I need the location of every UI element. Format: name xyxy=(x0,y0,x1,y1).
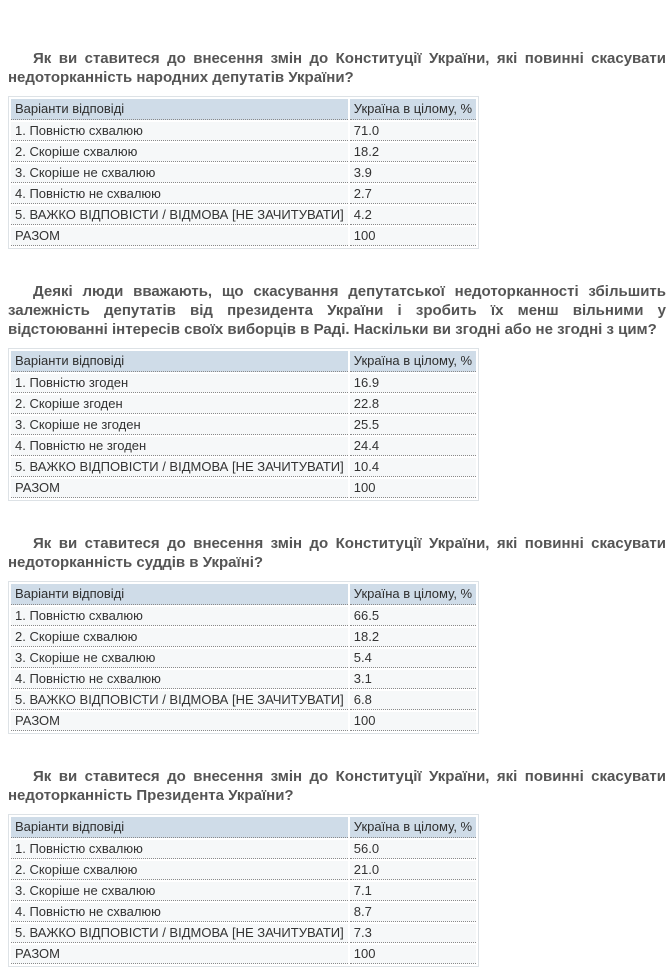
answer-option-cell: 1. Повністю схвалюю xyxy=(11,122,348,141)
percentage-cell: 4.2 xyxy=(350,206,476,225)
table-row xyxy=(11,882,476,901)
table-row xyxy=(11,164,476,183)
percentage-cell: 100 xyxy=(350,945,476,964)
answer-option-cell: 3. Скоріше не схвалюю xyxy=(11,164,348,183)
results-table xyxy=(8,96,479,249)
table-row xyxy=(11,840,476,859)
answer-option-cell: 1. Повністю згоден xyxy=(11,374,348,393)
percentage-cell: 18.2 xyxy=(350,628,476,647)
percentage-cell: 6.8 xyxy=(350,691,476,710)
table-body xyxy=(11,840,476,964)
percentage-cell: 21.0 xyxy=(350,861,476,880)
table-row xyxy=(11,185,476,204)
table-row xyxy=(11,903,476,922)
answer-options-header: Варіанти відповіді xyxy=(11,99,348,120)
table-row xyxy=(11,670,476,689)
table-row xyxy=(11,437,476,456)
answer-option-cell: 2. Скоріше схвалюю xyxy=(11,861,348,880)
table-row xyxy=(11,416,476,435)
percentage-cell: 7.1 xyxy=(350,882,476,901)
answer-option-cell: РАЗОМ xyxy=(11,227,348,246)
percentage-cell: 100 xyxy=(350,712,476,731)
table-header-row xyxy=(11,817,476,838)
table-row xyxy=(11,924,476,943)
survey-section xyxy=(8,282,666,501)
percentage-cell: 56.0 xyxy=(350,840,476,859)
table-row xyxy=(11,861,476,880)
answer-option-cell: 4. Повністю не схвалюю xyxy=(11,185,348,204)
table-body xyxy=(11,607,476,731)
percentage-cell: 100 xyxy=(350,227,476,246)
answer-option-cell: 1. Повністю схвалюю xyxy=(11,607,348,626)
percentage-cell: 24.4 xyxy=(350,437,476,456)
table-row xyxy=(11,628,476,647)
percentage-cell: 5.4 xyxy=(350,649,476,668)
answer-option-cell: 5. ВАЖКО ВІДПОВІСТИ / ВІДМОВА [НЕ ЗАЧИТУВАТИ] xyxy=(11,206,348,225)
percentage-cell: 3.9 xyxy=(350,164,476,183)
results-table xyxy=(8,814,479,967)
survey-section xyxy=(8,767,666,967)
percentage-cell: 16.9 xyxy=(350,374,476,393)
answer-option-cell: 2. Скоріше схвалюю xyxy=(11,628,348,647)
answer-options-header: Варіанти відповіді xyxy=(11,351,348,372)
percentage-cell: 3.1 xyxy=(350,670,476,689)
percentage-cell: 2.7 xyxy=(350,185,476,204)
table-row xyxy=(11,945,476,964)
percentage-cell: 71.0 xyxy=(350,122,476,141)
table-row xyxy=(11,395,476,414)
survey-section xyxy=(8,49,666,249)
percentage-cell: 25.5 xyxy=(350,416,476,435)
table-row xyxy=(11,227,476,246)
table-row xyxy=(11,607,476,626)
percentage-cell: 8.7 xyxy=(350,903,476,922)
question-text: Як ви ставитеся до внесення змін до Конституції України, які повинні скасувати недоторканність народних депутатів України? xyxy=(8,50,666,86)
answer-option-cell: 2. Скоріше згоден xyxy=(11,395,348,414)
answer-option-cell: 4. Повністю не згоден xyxy=(11,437,348,456)
answer-option-cell: 3. Скоріше не схвалюю xyxy=(11,649,348,668)
percentage-cell: 66.5 xyxy=(350,607,476,626)
answer-option-cell: РАЗОМ xyxy=(11,945,348,964)
answer-option-cell: 4. Повністю не схвалюю xyxy=(11,903,348,922)
answer-option-cell: 3. Скоріше не схвалюю xyxy=(11,882,348,901)
table-row xyxy=(11,691,476,710)
table-row xyxy=(11,122,476,141)
table-row xyxy=(11,479,476,498)
answer-option-cell: 4. Повністю не схвалюю xyxy=(11,670,348,689)
table-body xyxy=(11,122,476,246)
results-table xyxy=(8,581,479,734)
survey-section xyxy=(8,534,666,734)
percentage-cell: 10.4 xyxy=(350,458,476,477)
percentage-cell: 100 xyxy=(350,479,476,498)
answer-option-cell: РАЗОМ xyxy=(11,479,348,498)
percentage-cell: 18.2 xyxy=(350,143,476,162)
answer-option-cell: 5. ВАЖКО ВІДПОВІСТИ / ВІДМОВА [НЕ ЗАЧИТУВАТИ] xyxy=(11,691,348,710)
percentage-cell: 7.3 xyxy=(350,924,476,943)
percentage-cell: 22.8 xyxy=(350,395,476,414)
results-table xyxy=(8,348,479,501)
answer-option-cell: 5. ВАЖКО ВІДПОВІСТИ / ВІДМОВА [НЕ ЗАЧИТУВАТИ] xyxy=(11,924,348,943)
answer-option-cell: 3. Скоріше не згоден xyxy=(11,416,348,435)
question-text: Як ви ставитеся до внесення змін до Конституції України, які повинні скасувати недоторканність Президента України? xyxy=(8,768,666,804)
table-row xyxy=(11,712,476,731)
answer-options-header: Варіанти відповіді xyxy=(11,817,348,838)
table-body xyxy=(11,374,476,498)
table-header-row xyxy=(11,351,476,372)
table-header-row xyxy=(11,584,476,605)
table-row xyxy=(11,649,476,668)
table-row xyxy=(11,143,476,162)
question-text: Деякі люди вважають, що скасування депутатської недоторканності збільшить залежність депутатів від президента України і зробить їх менш вільними у відстоюванні інтересів своїх виборців в Раді. Наскільки ви згодні або не згодні з цим? xyxy=(8,283,666,338)
answer-option-cell: 5. ВАЖКО ВІДПОВІСТИ / ВІДМОВА [НЕ ЗАЧИТУВАТИ] xyxy=(11,458,348,477)
answer-option-cell: РАЗОМ xyxy=(11,712,348,731)
table-header-row xyxy=(11,99,476,120)
percentage-header: Україна в цілому, % xyxy=(350,584,476,605)
table-row xyxy=(11,206,476,225)
table-row xyxy=(11,458,476,477)
answer-option-cell: 2. Скоріше схвалюю xyxy=(11,143,348,162)
answer-option-cell: 1. Повністю схвалюю xyxy=(11,840,348,859)
percentage-header: Україна в цілому, % xyxy=(350,817,476,838)
answer-options-header: Варіанти відповіді xyxy=(11,584,348,605)
percentage-header: Україна в цілому, % xyxy=(350,351,476,372)
table-row xyxy=(11,374,476,393)
percentage-header: Україна в цілому, % xyxy=(350,99,476,120)
question-text: Як ви ставитеся до внесення змін до Конституції України, які повинні скасувати недоторканність суддів в Україні? xyxy=(8,535,666,571)
